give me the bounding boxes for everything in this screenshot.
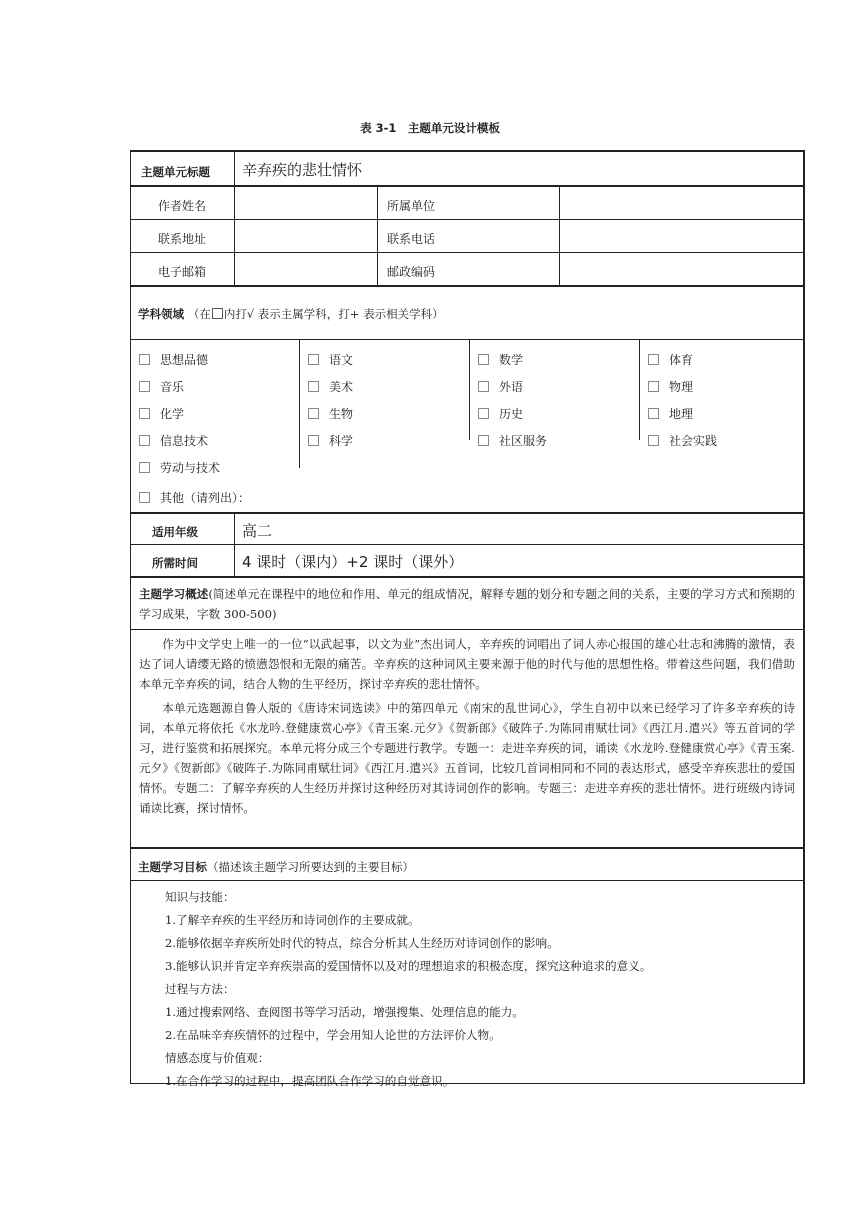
subject-option[interactable]: 美术: [308, 378, 353, 395]
subject-header-row: [131, 285, 803, 339]
objective-heading: 知识与技能：: [165, 890, 235, 904]
subject-option[interactable]: 化学: [139, 405, 184, 422]
title-row: [131, 152, 803, 185]
checkbox-icon[interactable]: [478, 381, 489, 392]
checkbox-icon[interactable]: [308, 381, 319, 392]
objective-heading: 过程与方法：: [165, 982, 235, 996]
checkbox-icon[interactable]: [478, 435, 489, 446]
subject-option[interactable]: 地理: [648, 405, 693, 422]
unit-label: 所属单位: [387, 199, 436, 213]
checkbox-icon[interactable]: [139, 381, 150, 392]
subject-option[interactable]: 语文: [308, 351, 353, 368]
overview-label: 主题学习概述: [139, 587, 209, 601]
subject-option[interactable]: 思想品德: [139, 351, 208, 368]
objectives-desc: （描述该主题学习所要达到的主要目标）: [207, 860, 414, 874]
checkbox-icon[interactable]: [478, 408, 489, 419]
unit-design-table: [130, 150, 805, 1088]
subject-other-row: [131, 480, 803, 512]
objective-item: 2.能够依据辛弃疾所处时代的特点，综合分析其人生经历对诗词创作的影响。: [165, 936, 559, 950]
subject-option[interactable]: 科学: [308, 432, 353, 449]
checkbox-icon[interactable]: [308, 408, 319, 419]
subject-option[interactable]: 音乐: [139, 378, 184, 395]
checkbox-icon: [212, 308, 223, 319]
info-row: [131, 219, 803, 252]
subject-option[interactable]: 体育: [648, 351, 693, 368]
subject-label: 学科领域: [138, 307, 184, 321]
info-row: [131, 252, 803, 285]
table-caption: 表 3-1 主题单元设计模板: [360, 121, 500, 135]
objectives-header: [138, 859, 414, 875]
checkbox-icon[interactable]: [139, 354, 150, 365]
subject-header: [138, 306, 444, 322]
phone-label: 联系电话: [387, 232, 436, 246]
checkbox-icon[interactable]: [478, 354, 489, 365]
subject-option[interactable]: 历史: [478, 405, 523, 422]
title-label: 主题单元标题: [141, 165, 210, 179]
subject-option[interactable]: 生物: [308, 405, 353, 422]
email-label: 电子邮箱: [158, 265, 207, 279]
subject-option[interactable]: 社区服务: [478, 432, 547, 449]
checkbox-icon[interactable]: [139, 435, 150, 446]
objective-item: 1.了解辛弃疾的生平经历和诗词创作的主要成就。: [165, 913, 420, 927]
subject-option[interactable]: 物理: [648, 378, 693, 395]
overview-header-row: [131, 576, 803, 629]
postcode-label: 邮政编码: [387, 265, 436, 279]
objective-item: 1.在合作学习的过程中，提高团队合作学习的自觉意识。: [165, 1074, 455, 1088]
checkbox-icon[interactable]: [648, 354, 659, 365]
author-name-label: 作者姓名: [158, 199, 207, 213]
overview-body: [131, 629, 803, 847]
time-value: 4 课时（课内）+2 课时（课外）: [242, 553, 464, 571]
subject-option[interactable]: 外语: [478, 378, 523, 395]
objective-item: 1.通过搜索网络、查阅图书等学习活动，增强搜集、处理信息的能力。: [165, 1005, 524, 1019]
checkbox-icon[interactable]: [648, 408, 659, 419]
checkbox-icon[interactable]: [648, 435, 659, 446]
time-label: 所需时间: [152, 556, 198, 570]
objective-item: 3.能够认识并肯定辛弃疾崇高的爱国情怀以及对的理想追求的积极态度，探究这种追求的意义。: [165, 959, 652, 973]
checkbox-icon[interactable]: [139, 408, 150, 419]
grade-label: 适用年级: [152, 525, 198, 539]
objective-heading: 情感态度与价值观：: [165, 1051, 270, 1065]
checkbox-icon[interactable]: [308, 354, 319, 365]
time-row: [131, 544, 803, 576]
subject-note-pre: （在: [187, 307, 211, 321]
grade-row: [131, 512, 803, 544]
info-row: [131, 185, 803, 219]
grade-value: 高二: [242, 522, 273, 540]
overview-paragraph: 本单元选题源自鲁人版的《唐诗宋词选读》中的第四单元《南宋的乱世词心》，学生自初中以来已经学习了许多辛弃疾的诗词，本单元将依托《水龙吟.登健康赏心亭》《青玉案.元夕》《贺新郎》《破阵子.为陈同甫赋壮词》《西江月.遣兴》等五首词的学习，进行鉴赏和拓展探究。本单元将分成三个专题进行教学。专题一：走进辛弃疾的词，诵读《水龙吟.登健康赏心亭》《青玉案.元夕》《贺新郎》《破阵子.为陈同甫赋壮词》《西江月.遣兴》五首词，比较几首词相同和不同的表达形式，感受辛弃疾悲壮的爱国情怀。专题二：了解辛弃疾的人生经历并探讨这种经历对其诗词创作的影响。专题三：走进辛弃疾的悲壮情怀。进行班级内诗词诵读比赛，探讨情怀。: [139, 701, 795, 815]
objective-item: 2.在品味辛弃疾情怀的过程中，学会用知人论世的方法评价人物。: [165, 1028, 501, 1042]
subject-option[interactable]: 数学: [478, 351, 523, 368]
checkbox-icon[interactable]: [648, 381, 659, 392]
objectives-header-row: [131, 847, 803, 880]
objectives-label: 主题学习目标: [138, 860, 207, 874]
subject-note-post: 内打√ 表示主属学科，打+ 表示相关学科）: [223, 307, 444, 321]
subject-option[interactable]: 劳动与技术: [139, 459, 220, 476]
overview-desc: (简述单元在课程中的地位和作用、单元的组成情况，解释专题的划分和专题之间的关系，主要的学习方式和预期的学习成果，字数 300-500): [139, 587, 796, 621]
checkbox-icon[interactable]: [139, 462, 150, 473]
checkbox-icon[interactable]: [139, 492, 150, 503]
title-value: 辛弃疾的悲壮情怀: [242, 161, 363, 179]
overview-paragraph: 作为中文学史上唯一的一位“以武起事，以文为业”杰出词人，辛弃疾的词唱出了词人赤心报国的雄心壮志和沸腾的激情，表达了词人请缨无路的愤懑怨恨和无限的痛苦。辛弃疾的这种词风主要来源于他的时代与他的思想性格。带着这些问题，我们借助本单元辛弃疾的词，结合人物的生平经历，探讨辛弃疾的悲壮情怀。: [139, 637, 795, 691]
subject-grid: [131, 339, 803, 480]
subject-option[interactable]: 信息技术: [139, 432, 208, 449]
overview-header: [139, 584, 795, 624]
address-label: 联系地址: [158, 232, 207, 246]
checkbox-icon[interactable]: [308, 435, 319, 446]
objectives-body: [131, 880, 803, 1088]
subject-option[interactable]: 社会实践: [648, 432, 717, 449]
overview-text: [139, 634, 795, 818]
subject-other-option[interactable]: 其他（请列出）：: [139, 489, 250, 506]
